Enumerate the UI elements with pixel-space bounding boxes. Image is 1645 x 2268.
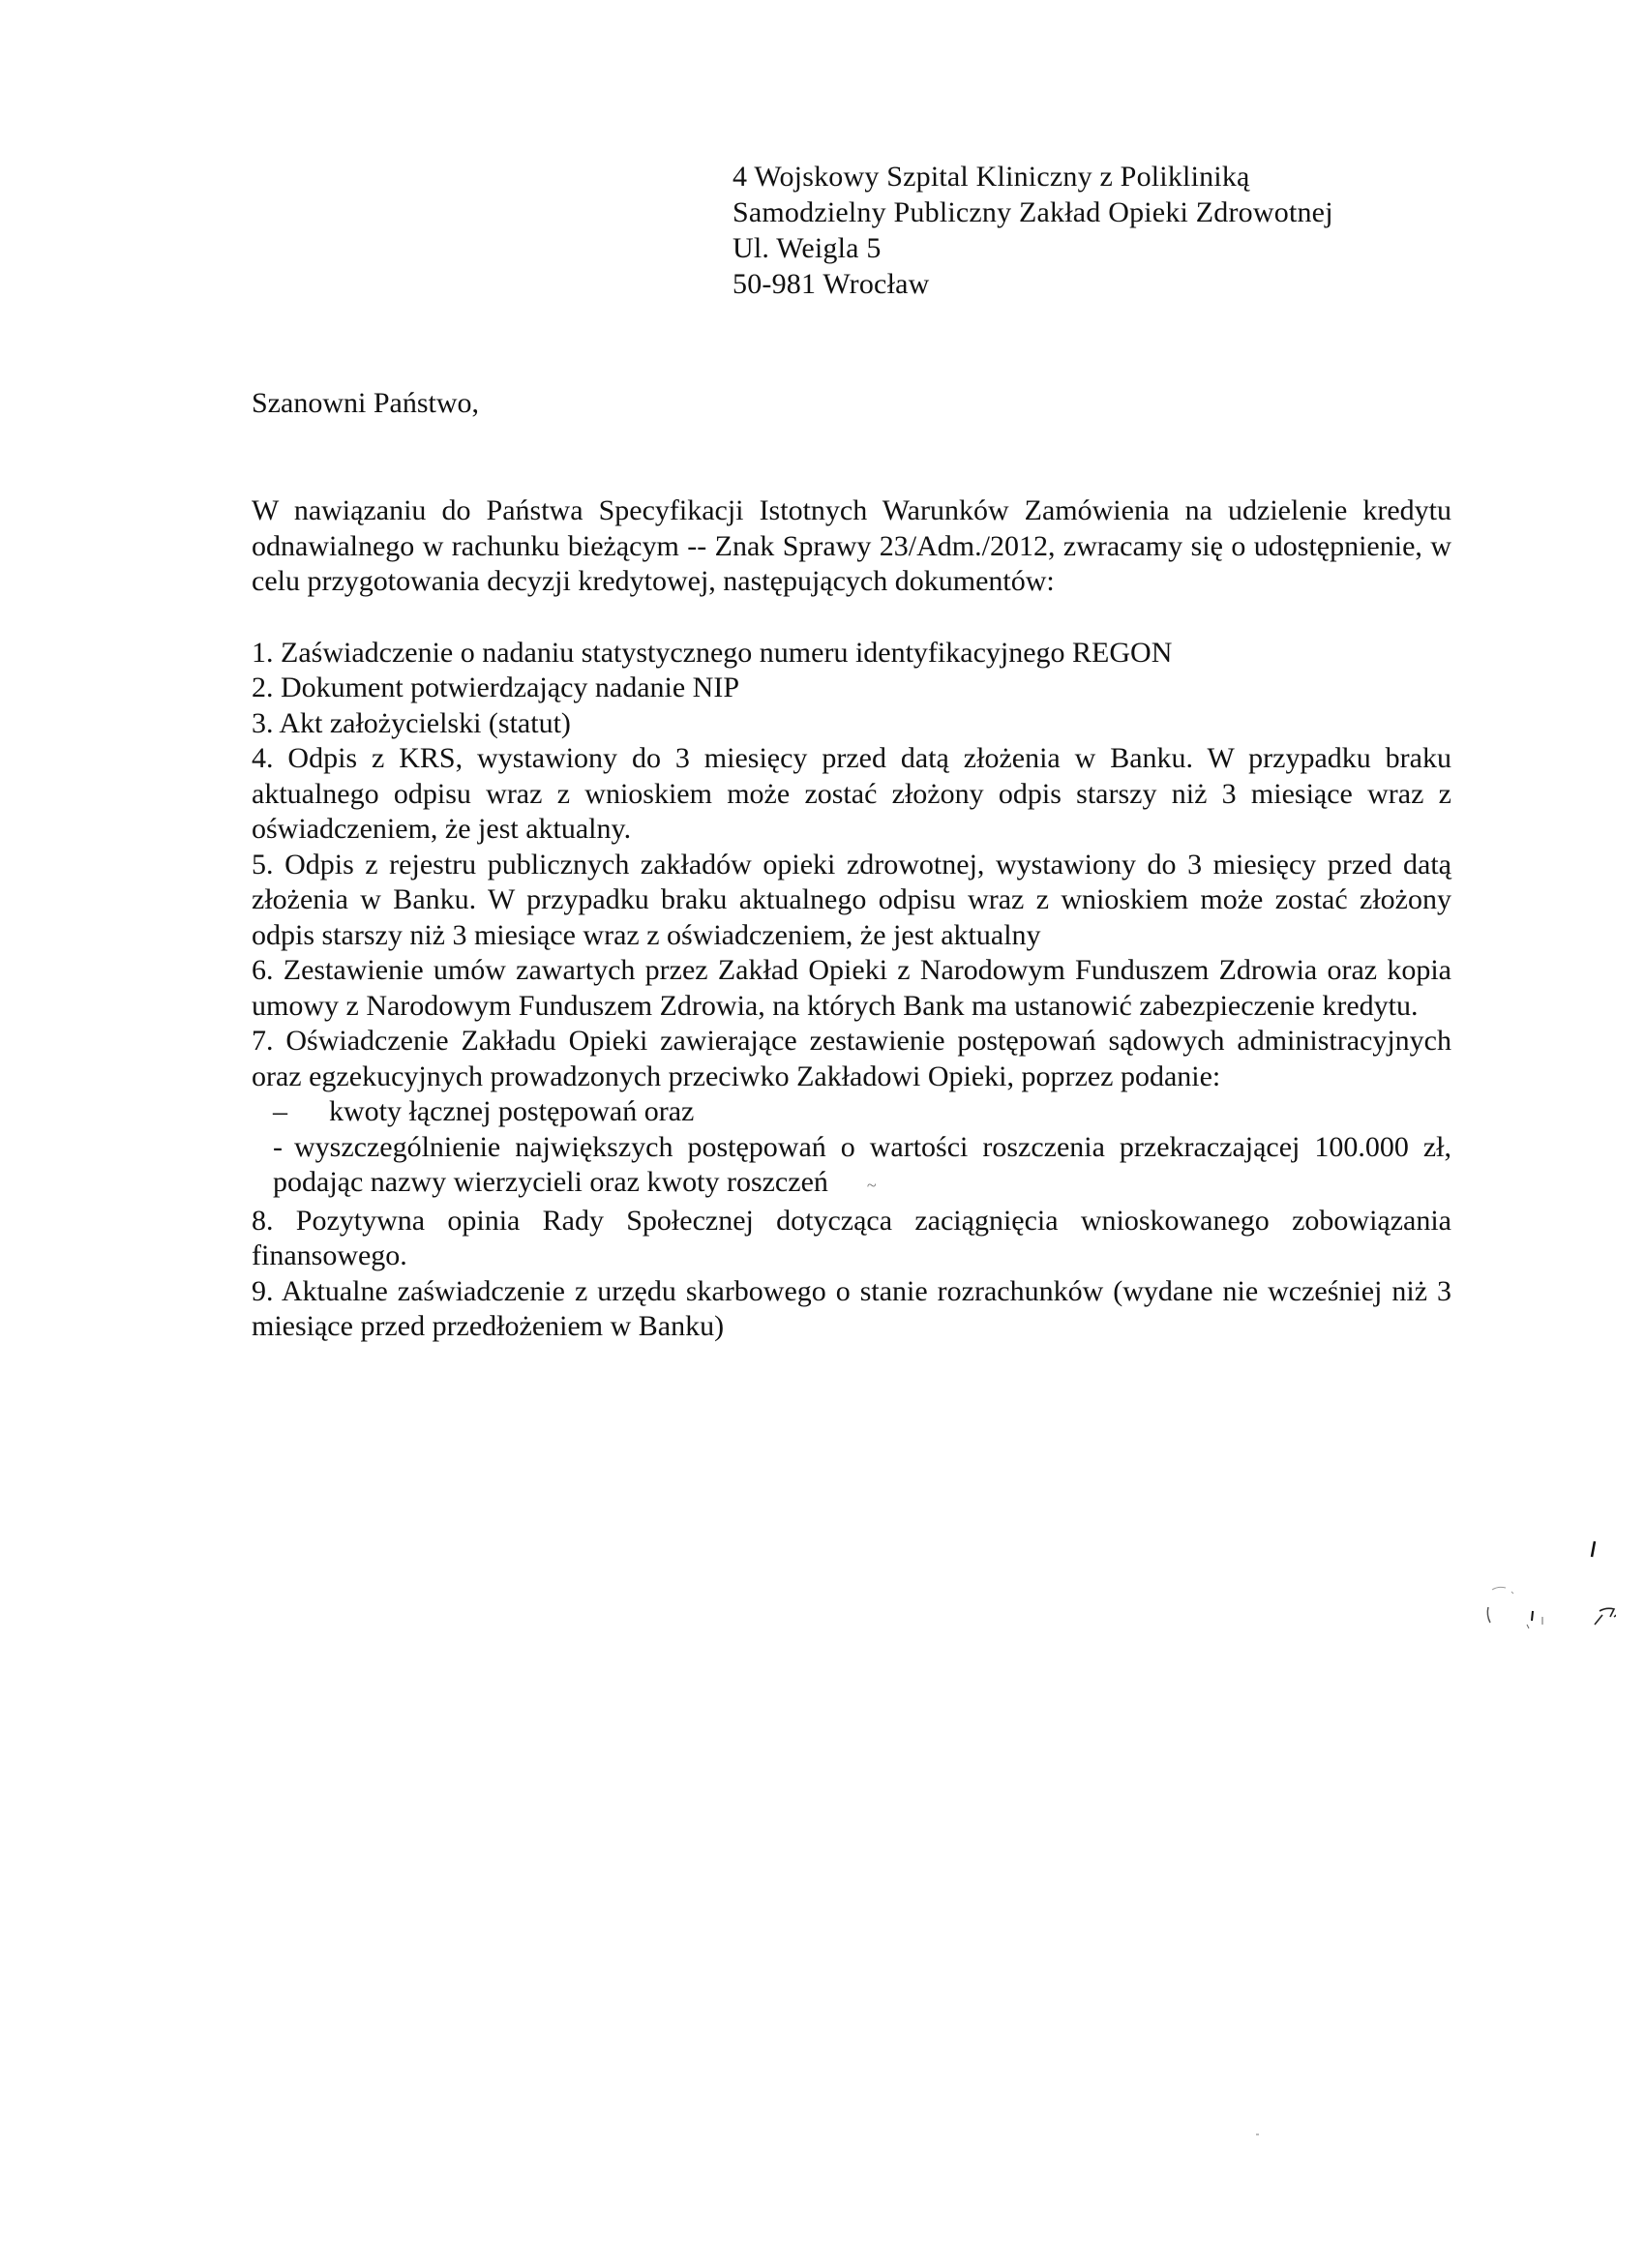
stray-mark: ~ bbox=[866, 1176, 877, 1195]
document-item: 4. Odpis z KRS, wystawiony do 3 miesięcy przed datą złożenia w Banku. W przypadku braku aktualnego odpisu wraz z wnioskiem może zostać złożony odpis starszy niż 3 miesiące wraz z oświadczeniem, że jest aktualny. bbox=[252, 742, 1451, 845]
handwritten-signature bbox=[1442, 1524, 1616, 1630]
dash-marker: - bbox=[273, 1130, 283, 1163]
sub-item bbox=[252, 1094, 1451, 1130]
document-item: 1. Zaświadczenie o nadaniu statystycznego numeru identyfikacyjnego REGON bbox=[252, 636, 1173, 669]
recipient-line: Samodzielny Publiczny Zakład Opieki Zdrowotnej bbox=[733, 196, 1333, 228]
sub-item-text: kwoty łącznej postępowań oraz bbox=[329, 1095, 695, 1127]
recipient-line: 50-981 Wrocław bbox=[733, 268, 930, 300]
letter-body bbox=[252, 493, 1451, 1345]
intro-paragraph: W nawiązaniu do Państwa Specyfikacji Istotnych Warunków Zamówienia na udzielenie kredytu odnawialnego w rachunku bieżącym -- Znak Sprawy 23/Adm./2012, zwracamy się o udostępnienie, w celu przygotowania decyzji kredytowej, następujących dokumentów: bbox=[252, 494, 1451, 597]
recipient-address bbox=[733, 159, 1333, 302]
salutation: Szanowni Państwo, bbox=[252, 387, 479, 419]
document-item: 8. Pozytywna opinia Rady Społecznej dotycząca zaciągnięcia wnioskowanego zobowiązania finansowego. bbox=[252, 1204, 1451, 1271]
document-item: 2. Dokument potwierdzający nadanie NIP bbox=[252, 671, 740, 703]
document-item: 7. Oświadczenie Zakładu Opieki zawierające zestawienie postępowań sądowych administracyjnych oraz egzekucyjnych prowadzonych przeciwko Zakładowi Opieki, poprzez podanie: bbox=[252, 1025, 1451, 1092]
document-item: 9. Aktualne zaświadczenie z urzędu skarbowego o stanie rozrachunków (wydane nie wcześniej niż 3 miesiące przed przedłożeniem w Banku) bbox=[252, 1274, 1451, 1342]
dash-marker: – bbox=[273, 1095, 287, 1127]
signature-scribble-icon bbox=[1442, 1524, 1616, 1630]
recipient-line: 4 Wojskowy Szpital Kliniczny z Polikliniką bbox=[733, 161, 1250, 193]
recipient-line: Ul. Weigla 5 bbox=[733, 232, 882, 264]
document-item: 3. Akt założycielski (statut) bbox=[252, 706, 571, 739]
document-item: 6. Zestawienie umów zawartych przez Zakład Opieki z Narodowym Funduszem Zdrowia oraz kopia umowy z Narodowym Funduszem Zdrowia, na których Bank ma ustanowić zabezpieczenie kredytu. bbox=[252, 954, 1451, 1022]
sub-item bbox=[252, 1130, 1451, 1204]
document-item: 5. Odpis z rejestru publicznych zakładów opieki zdrowotnej, wystawiony do 3 miesięcy przed datą złożenia w Banku. W przypadku braku aktualnego odpisu wraz z wnioskiem może zostać złożony odpis starszy niż 3 miesiące wraz z oświadczeniem, że jest aktualny bbox=[252, 848, 1451, 951]
scan-artifact bbox=[1256, 2134, 1259, 2135]
sub-item-text: wyszczególnienie największych postępowań o wartości roszczenia przekraczającej 100.000 zł, podając nazwy wierzycieli oraz kwoty roszczeń bbox=[273, 1130, 1451, 1198]
documents-list bbox=[252, 636, 1451, 1345]
